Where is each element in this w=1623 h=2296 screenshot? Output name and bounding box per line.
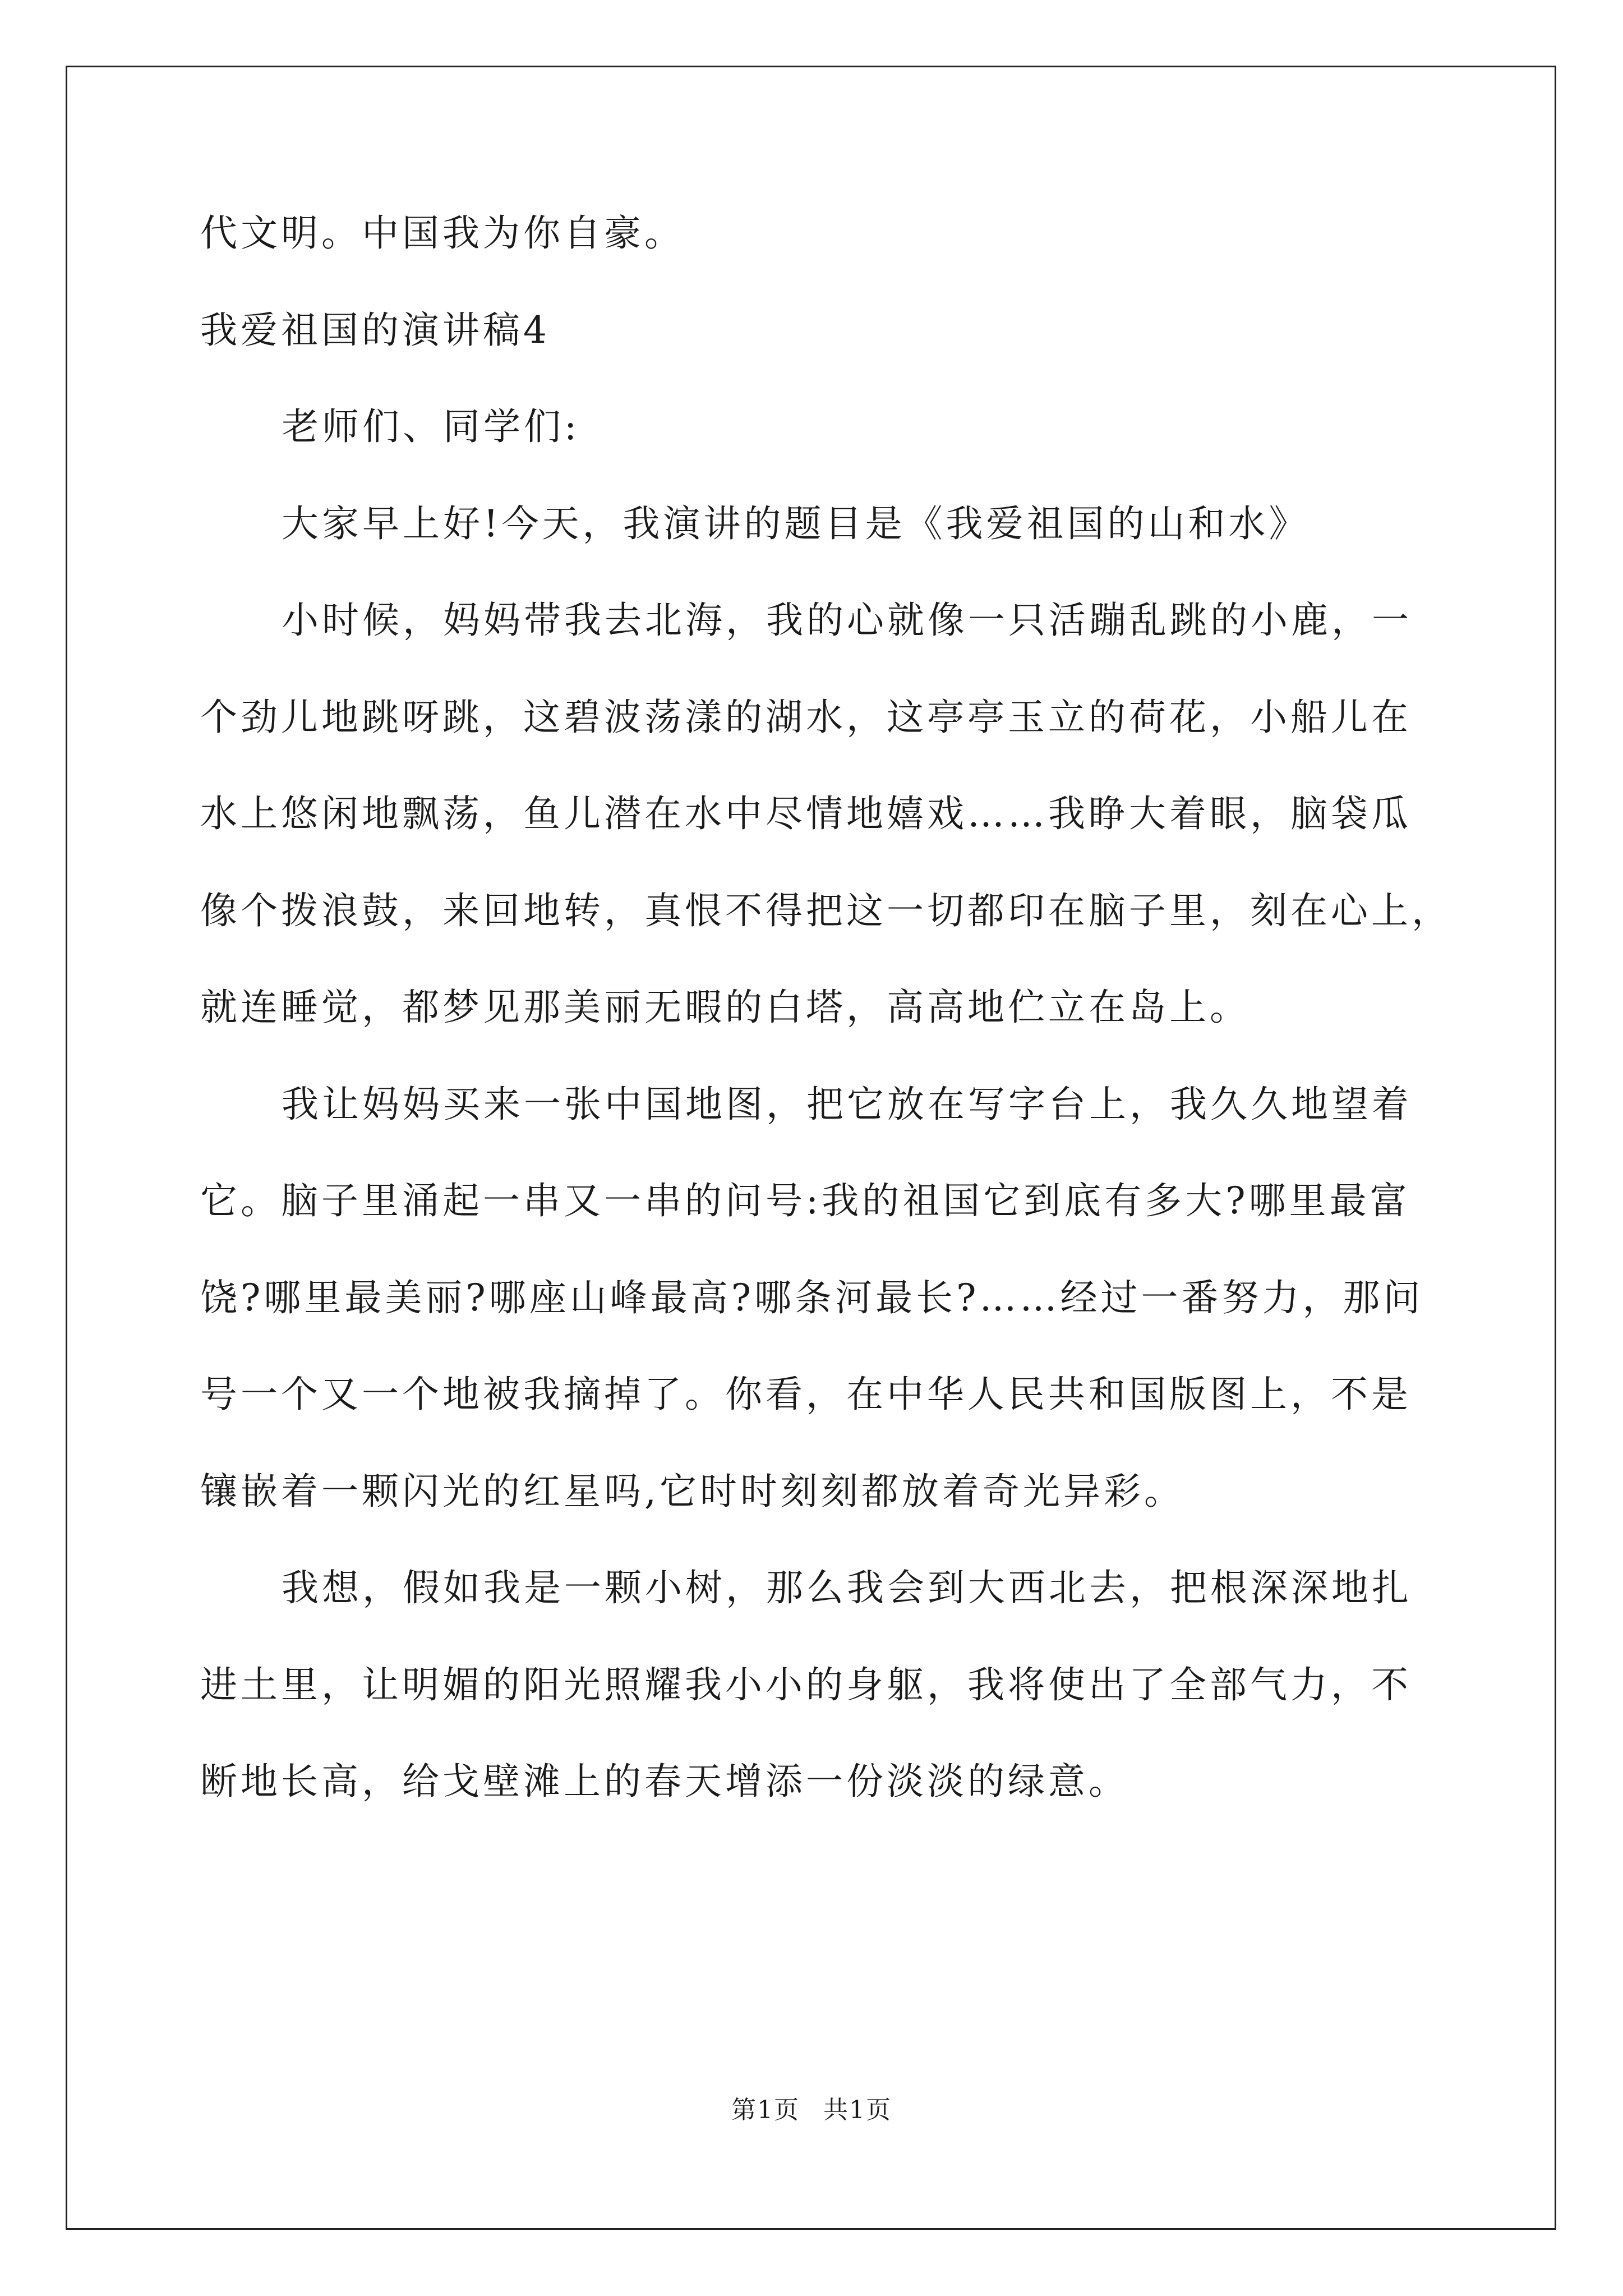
paragraph-line: 水上悠闲地飘荡，鱼儿潜在水中尽情地嬉戏……我睁大着眼，脑袋瓜 (200, 792, 1412, 835)
page-total: 共1页 (823, 2096, 892, 2124)
paragraph-line: 进土里，让明媚的阳光照耀我小小的身躯，我将使出了全部气力，不 (200, 1663, 1412, 1706)
paragraph-line: 就连睡觉，都梦见那美丽无暇的白塔，高高地伫立在岛上。 (200, 986, 1250, 1029)
page-number: 第1页 (731, 2096, 800, 2124)
paragraph-line: 镶嵌着一颗闪光的红星吗,它时时刻刻都放着奇光异彩。 (200, 1469, 1184, 1513)
paragraph-line: 断地长高，给戈壁滩上的春天增添一份淡淡的绿意。 (200, 1760, 1129, 1803)
speech-title: 我爱祖国的演讲稿4 (200, 308, 550, 352)
paragraph-line: 小时候，妈妈带我去北海，我的心就像一只活蹦乱跳的小鹿，一 (282, 599, 1412, 642)
paragraph-line: 饶?哪里最美丽?哪座山峰最高?哪条河最长?……经过一番努力，那问 (200, 1276, 1424, 1319)
paragraph-line: 个劲儿地跳呀跳，这碧波荡漾的湖水，这亭亭玉立的荷花，小船儿在 (200, 695, 1412, 739)
paragraph-line: 我想，假如我是一颗小树，那么我会到大西北去，把根深深地扎 (282, 1566, 1412, 1609)
greeting-line: 老师们、同学们: (282, 405, 580, 448)
paragraph-line: 我让妈妈买来一张中国地图，把它放在写字台上，我久久地望着 (282, 1082, 1412, 1126)
page-footer (0, 2090, 1623, 2125)
text-line: 代文明。中国我为你自豪。 (200, 211, 685, 255)
document-body (200, 185, 1456, 1830)
paragraph-line: 号一个又一个地被我摘掉了。你看，在中华人民共和国版图上，不是 (200, 1373, 1412, 1416)
paragraph-line: 大家早上好!今天，我演讲的题目是《我爱祖国的山和水》 (282, 501, 1310, 545)
paragraph-line: 像个拨浪鼓，来回地转，真恨不得把这一切都印在脑子里，刻在心上， (200, 889, 1452, 932)
paragraph-line: 它。脑子里涌起一串又一串的问号:我的祖国它到底有多大?哪里最富 (200, 1179, 1410, 1222)
